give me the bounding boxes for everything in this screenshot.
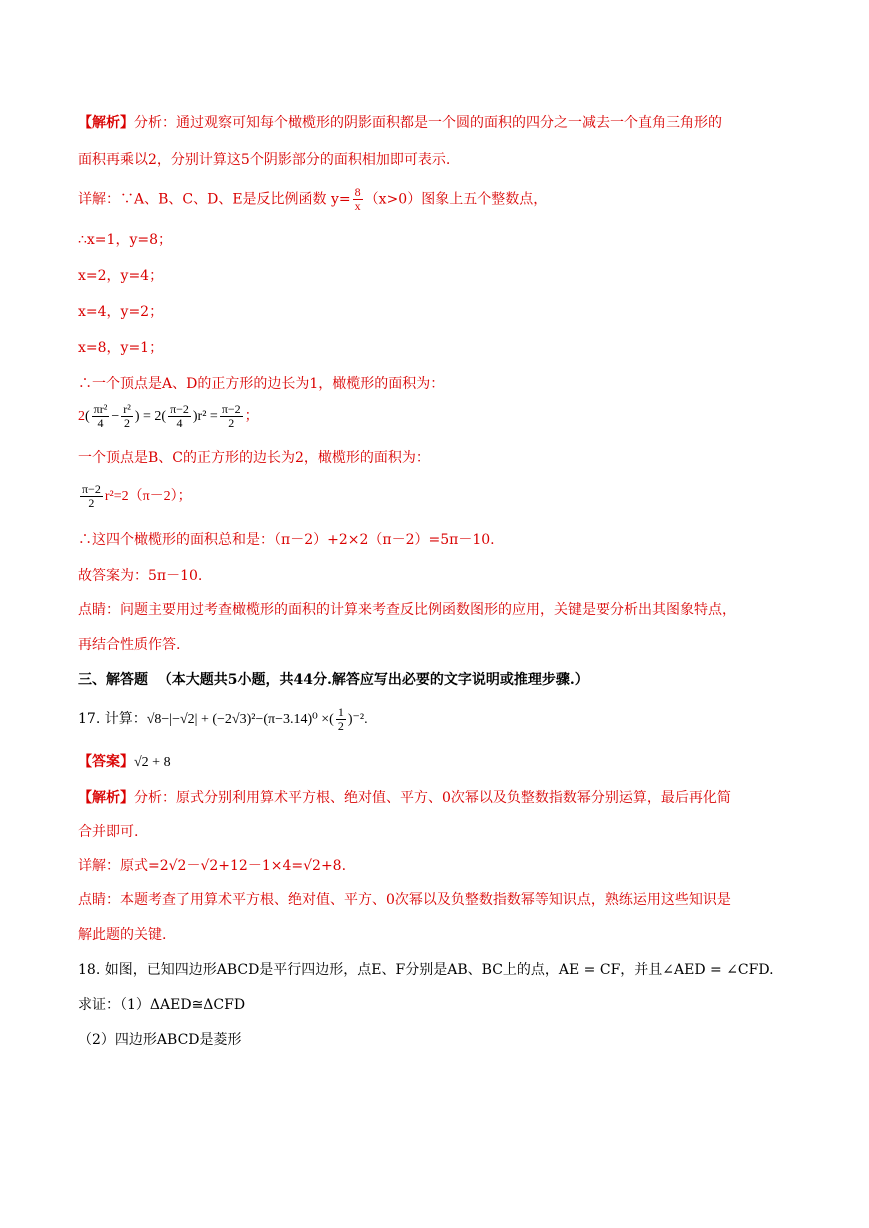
q16-step4: x=8，y=1； [78, 340, 164, 356]
q16-step3: x=4，y=2； [78, 304, 164, 320]
q16-step7: ∴这四个橄榄形的面积总和是：（π－2）+2×2（π－2）=5π－10. [78, 532, 495, 548]
answer-label: 【答案】 [78, 754, 134, 770]
q17-detail: 详解：原式=2√2－√2+12－1×4=√2+8. [78, 858, 347, 874]
q16-comment-line1: 点睛：问题主要用过考查橄榄形的面积的计算来考查反比例函数图形的应用，关键是要分析出其图象特点， [78, 602, 736, 618]
q17-comment-line1: 点睛：本题考查了用算术平方根、绝对值、平方、0次幂以及负整数指数幂等知识点，熟练运用这些知识是 [78, 892, 731, 908]
q18-stem: 18. 如图，已知四边形ABCD是平行四边形，点E、F分别是AB、BC上的点，AE = CF，并且∠AED = ∠CFD. [78, 962, 774, 978]
q16-step1: ∴x=1，y=8； [78, 232, 172, 248]
q18-proof-part2: （2）四边形ABCD是菱形 [78, 1032, 242, 1048]
q16-analysis-line1: 【解析】分析：通过观察可知每个橄榄形的阴影面积都是一个圆的面积的四分之一减去一个直角三角形的 [78, 115, 722, 131]
q16-detail-line: 详解：∵A、B、C、D、E是反比例函数 y= $\frac{8}{x}$ （x>0）图象上五个整数点， [78, 185, 548, 213]
q17-stem: 17. 计算：√8−|−√2| + (−2√3)²−(π−3.14)⁰ ×( $\frac{1}{2}$ )⁻². [78, 704, 368, 733]
fraction-8-over-x: $\frac{8}{x}$ [354, 185, 361, 213]
q16-step2: x=2，y=4； [78, 268, 164, 284]
q16-analysis-line2: 面积再乘以2，分别计算这5个阴影部分的面积相加即可表示. [78, 152, 451, 168]
q16-step5: ∴一个顶点是A、D的正方形的边长为1，橄榄形的面积为： [78, 376, 445, 392]
q16-step6: 一个顶点是B、C的正方形的边长为2，橄榄形的面积为： [78, 450, 430, 466]
analysis-label: 【解析】 [78, 790, 134, 806]
q16-comment-line2: 再结合性质作答. [78, 637, 181, 653]
section-heading: 三、解答题 （本大题共5小题，共44分.解答应写出必要的文字说明或推理步骤.） [78, 672, 589, 688]
q16-answer: 故答案为：5π－10. [78, 568, 203, 584]
q17-comment-line2: 解此题的关键. [78, 927, 167, 943]
q17-analysis-line1: 【解析】分析：原式分别利用算术平方根、绝对值、平方、0次幂以及负整数指数幂分别运算，最后再化简 [78, 790, 731, 806]
q16-formula-ad: 2( $\frac{\text{πr²}}{4}$ − $\frac{\text{r²}}{2}$ ) = 2( $\frac{\pi-2}{4}$ )r² = $\frac{\pi-2}{2}$ ； [78, 402, 259, 431]
q16-formula-bc: $\frac{\pi-2}{2}$ r²=2（π－2）； [82, 482, 192, 511]
analysis-label: 【解析】 [78, 115, 134, 131]
q17-analysis-line2: 合并即可. [78, 824, 139, 840]
q17-answer-line: 【答案】√2 + 8 [78, 754, 171, 770]
q18-proof-part1: 求证：（1）ΔAED≅ΔCFD [78, 997, 246, 1013]
